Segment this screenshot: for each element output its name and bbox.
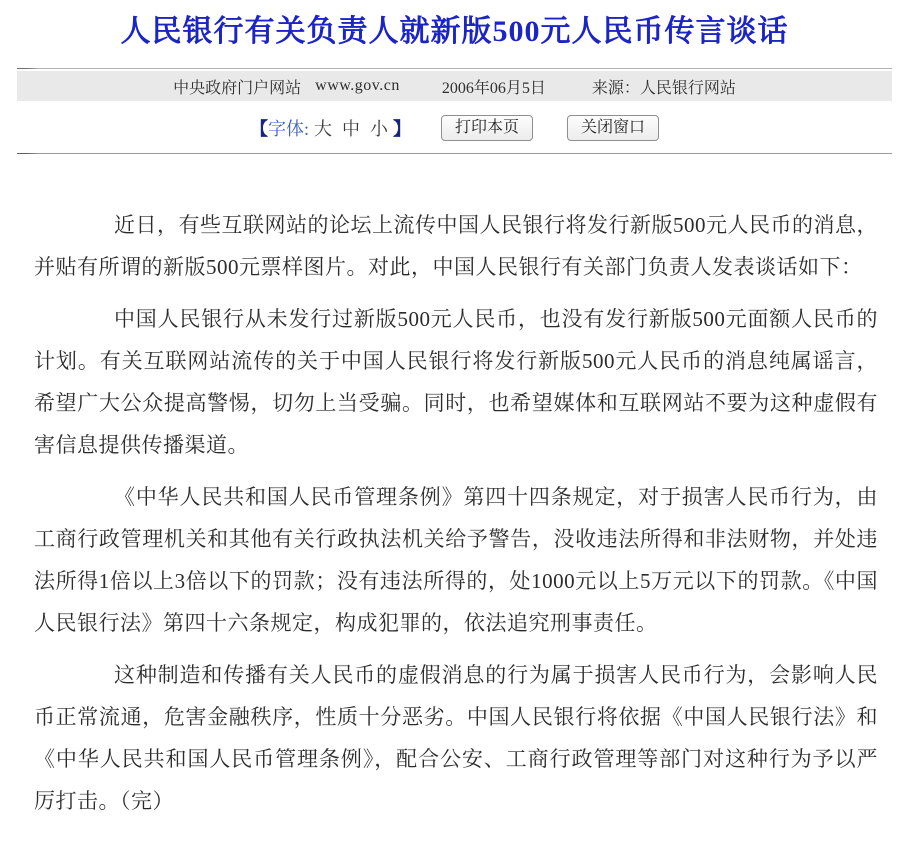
meta-bar bbox=[17, 71, 892, 101]
article-body bbox=[34, 204, 878, 822]
paragraph-3: 《中华人民共和国人民币管理条例》第四十四条规定，对于损害人民币行为，由工商行政管理机关和其他有关行政执法机关给予警告，没收违法所得和非法财物，并处违法所得1倍以上3倍以下的罚款；没有违法所得的，处1000元以上5万元以下的罚款。《中国人民银行法》第四十六条规定，构成犯罪的，依法追究刑事责任。 bbox=[34, 485, 878, 635]
font-size-label: 字体: bbox=[267, 119, 309, 139]
paragraph-4: 这种制造和传播有关人民币的虚假消息的行为属于损害人民币行为，会影响人民币正常流通，危害金融秩序，性质十分恶劣。中国人民银行将依据《中国人民银行法》和《中华人民共和国人民币管理条例》，配合公安、工商行政管理等部门对这种行为予以严厉打击。（完） bbox=[34, 663, 878, 813]
article-source bbox=[592, 75, 736, 98]
source-label: 来源： bbox=[591, 79, 640, 97]
font-size-small[interactable]: 小 bbox=[369, 119, 388, 139]
font-size-large[interactable]: 大 bbox=[313, 119, 332, 139]
font-size-medium[interactable]: 中 bbox=[341, 119, 360, 139]
site-url: www.gov.cn bbox=[315, 77, 400, 94]
bottom-divider bbox=[17, 153, 892, 154]
top-divider bbox=[17, 68, 892, 69]
close-bracket: 】 bbox=[392, 119, 411, 139]
article-date: 2006年06月5日 bbox=[441, 79, 546, 97]
close-window-button[interactable]: 关闭窗口 bbox=[567, 115, 659, 141]
site-name: 中央政府门户网站 bbox=[173, 79, 302, 97]
open-bracket: 【 bbox=[249, 119, 268, 139]
paragraph-1: 近日，有些互联网站的论坛上流传中国人民银行将发行新版500元人民币的消息，并贴有所谓的新版500元票样图片。对此，中国人民银行有关部门负责人发表谈话如下： bbox=[34, 213, 878, 279]
toolbar bbox=[17, 114, 892, 142]
paragraph-2: 中国人民银行从未发行过新版500元人民币，也没有发行新版500元面额人民币的计划。有关互联网站流传的关于中国人民银行将发行新版500元人民币的消息纯属谣言，希望广大公众提高警惕，切勿上当受骗。同时，也希望媒体和互联网站不要为这种虚假有害信息提供传播渠道。 bbox=[34, 307, 878, 457]
page-title: 人民银行有关负责人就新版500元人民币传言谈话 bbox=[120, 15, 789, 48]
font-size-control bbox=[250, 115, 411, 141]
source-value: 人民银行网站 bbox=[639, 79, 736, 97]
print-button[interactable]: 打印本页 bbox=[441, 115, 533, 141]
